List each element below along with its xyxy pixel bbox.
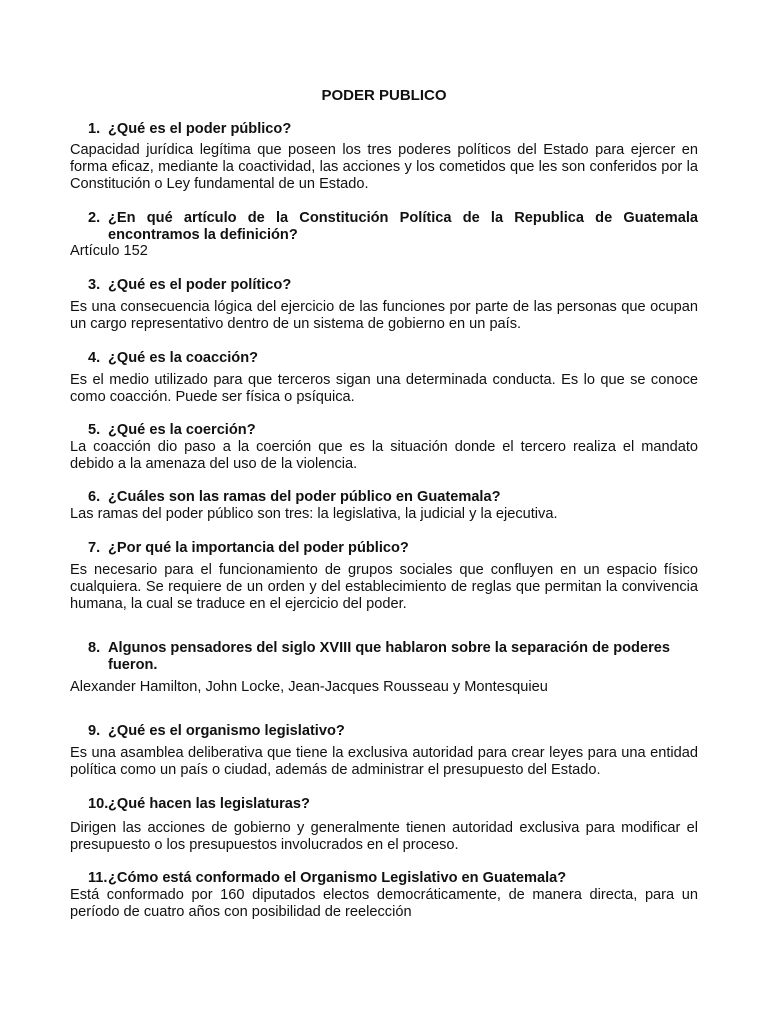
question-1 [88,121,698,138]
question-number: 4. [88,350,101,366]
question-6 [88,489,698,506]
answer-3: Es una consecuencia lógica del ejercicio de las funciones por parte de las personas que ocupan un cargo representativo dentro de un sistema de gobierno en un país. [70,299,698,332]
question-text: Algunos pensadores del siglo XVIII que hablaron sobre la separación de poderes fueron. [108,640,671,673]
question-text: ¿Qué es el organismo legislativo? [108,723,345,739]
question-10 [88,796,698,813]
question-11 [88,870,698,887]
answer-2: Artículo 152 [70,243,148,259]
question-number: 1. [88,121,101,137]
question-number: 6. [88,489,101,505]
question-number: 7. [88,540,101,556]
answer-11: Está conformado por 160 diputados electos democráticamente, de manera directa, para un período de cuatro años con posibilidad de reelección [70,887,698,920]
question-number: 3. [88,277,101,293]
question-text: ¿Qué es la coacción? [108,350,259,366]
question-text: ¿Qué es el poder público? [108,121,292,137]
question-7 [88,540,698,557]
answer-1: Capacidad jurídica legítima que poseen los tres poderes políticos del Estado para ejercer en forma eficaz, mediante la coactividad, las acciones y los cometidos que les son conferidos por la Constitución o Ley fundamental de un Estado. [70,142,698,192]
question-number: 2. [88,210,101,226]
question-9 [88,723,698,740]
answer-6: Las ramas del poder público son tres: la legislativa, la judicial y la ejecutiva. [70,506,558,522]
question-3 [88,277,698,294]
question-text: ¿En qué artículo de la Constitución Política de la Republica de Guatemala encontramos la definición? [108,210,698,243]
question-number: 11. [88,870,108,886]
answer-8: Alexander Hamilton, John Locke, Jean-Jacques Rousseau y Montesquieu [70,679,548,695]
answer-4: Es el medio utilizado para que terceros sigan una determinada conducta. Es lo que se conoce como coacción. Puede ser física o psíquica. [70,372,698,405]
question-text: ¿Por qué la importancia del poder público? [108,540,409,556]
answer-5: La coacción dio paso a la coerción que es la situación donde el tercero realiza el mandato debido a la amenaza del uso de la violencia. [70,439,698,472]
question-text: ¿Qué es la coerción? [108,422,256,438]
question-4 [88,350,698,367]
question-2 [88,210,698,243]
question-5 [88,422,698,439]
question-number: 10. [88,796,109,812]
question-text: ¿Cuáles son las ramas del poder público en Guatemala? [108,489,501,505]
document-title: PODER PUBLICO [321,87,447,104]
answer-9: Es una asamblea deliberativa que tiene la exclusiva autoridad para crear leyes para una entidad política como un país o ciudad, además de administrar el presupuesto del Estado. [70,745,698,778]
question-number: 5. [88,422,101,438]
answer-10: Dirigen las acciones de gobierno y generalmente tienen autoridad exclusiva para modificar el presupuesto o los presupuestos involucrados en el proceso. [70,820,698,853]
question-8 [88,640,698,673]
question-number: 9. [88,723,101,739]
answer-7: Es necesario para el funcionamiento de grupos sociales que confluyen en un espacio físico cualquiera. Se requiere de un orden y del establecimiento de reglas que permitan la convivencia humana, la cual se traduce en el ejercicio del poder. [70,562,698,612]
question-text: ¿Cómo está conformado el Organismo Legislativo en Guatemala? [108,870,567,886]
question-text: ¿Qué es el poder político? [108,277,292,293]
question-number: 8. [88,640,101,656]
question-text: ¿Qué hacen las legislaturas? [108,796,310,812]
